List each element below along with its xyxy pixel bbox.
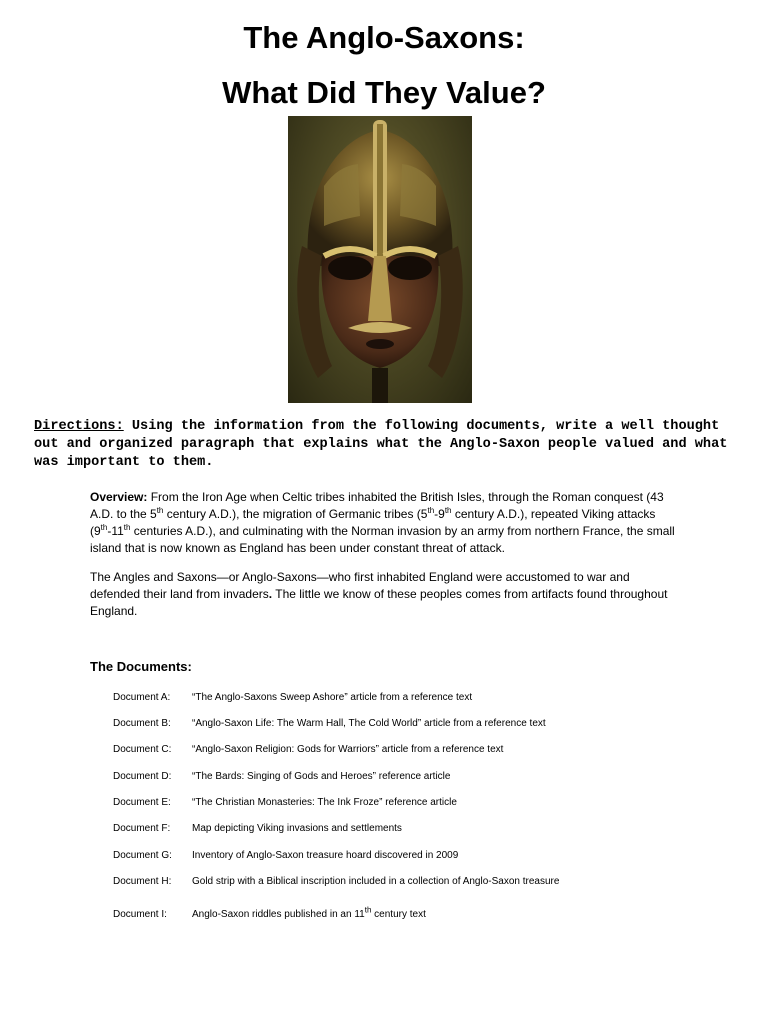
document-list-item [113, 769, 713, 785]
document-description: “The Anglo-Saxons Sweep Ashore” article from a reference text [192, 692, 473, 703]
document-list-item [113, 742, 713, 758]
document-description: “Anglo-Saxon Religion: Gods for Warriors” article from a reference text [192, 744, 504, 755]
document-list-item [113, 907, 713, 923]
document-label: Document G: [113, 850, 172, 861]
document-label: Document A: [113, 692, 171, 703]
document-list-item [113, 874, 713, 890]
document-description: Gold strip with a Biblical inscription included in a collection of Anglo-Saxon treasure [192, 876, 560, 887]
document-label: Document C: [113, 744, 172, 755]
document-description [192, 907, 426, 923]
document-description: “Anglo-Saxon Life: The Warm Hall, The Cold World” article from a reference text [192, 718, 546, 729]
document-description: “The Bards: Singing of Gods and Heroes” reference article [192, 771, 451, 782]
document-label: Document I: [113, 909, 167, 920]
document-description-text: century text [371, 909, 426, 920]
helmet-photo [288, 116, 472, 403]
document-description-text: Anglo-Saxon riddles published in an 11 [192, 909, 365, 920]
superscript: th [123, 523, 131, 532]
paragraph-text: The little we know of these peoples comes from artifacts found throughout England. [90, 587, 668, 618]
superscript: th [100, 523, 108, 532]
document-list-item [113, 690, 713, 706]
overview-text: From the Iron Age when Celtic tribes inhabited the British Isles, through the Roman conquest (43 A.D. to the 5 [90, 490, 664, 521]
overview-paragraph [90, 489, 680, 557]
document-label: Document F: [113, 823, 171, 834]
overview-text: centuries A.D.), and culminating with the Norman invasion by an army from northern France, the small island that is now known as England has been under constant threat of attack. [90, 524, 675, 555]
document-label: Document H: [113, 876, 172, 887]
document-list-item [113, 848, 713, 864]
superscript: th [156, 506, 164, 515]
overview-text: -11 [107, 524, 124, 538]
overview-label: Overview: [90, 490, 148, 504]
document-list-item [113, 795, 713, 811]
document-list-item [113, 821, 713, 837]
superscript: th [364, 905, 372, 915]
overview-text: century A.D.), the migration of Germanic tribes (5 [163, 507, 428, 521]
document-label: Document E: [113, 797, 171, 808]
overview-text: -9 [434, 507, 445, 521]
directions-body: Using the information from the following documents, write a well thought out and organized paragraph that explains what the Anglo-Saxon people valued and what was important to them. [34, 419, 728, 470]
directions-label: Directions: [34, 419, 124, 434]
overview-text: century A.D.), repeated Viking attacks (9 [90, 507, 656, 538]
document-description: Map depicting Viking invasions and settlements [192, 823, 402, 834]
helmet-icon [288, 116, 472, 403]
documents-heading: The Documents: [90, 659, 192, 674]
document-list-item [113, 716, 713, 732]
paragraph-text: . [268, 587, 273, 601]
document-description: Inventory of Anglo-Saxon treasure hoard discovered in 2009 [192, 850, 459, 861]
superscript: th [444, 506, 452, 515]
paragraph-text: The Angles and Saxons—or Anglo-Saxons—who first inhabited England were accustomed to war and defended their land from invaders [90, 570, 630, 601]
directions-text [34, 418, 744, 472]
document-label: Document B: [113, 718, 171, 729]
document-description: “The Christian Monasteries: The Ink Froze” reference article [192, 797, 457, 808]
document-label: Document D: [113, 771, 172, 782]
anglo-saxons-paragraph [90, 569, 680, 620]
page-title-line-2: What Did They Value? [222, 75, 546, 110]
page-title-line-1: The Anglo-Saxons: [243, 20, 525, 55]
superscript: th [427, 506, 435, 515]
